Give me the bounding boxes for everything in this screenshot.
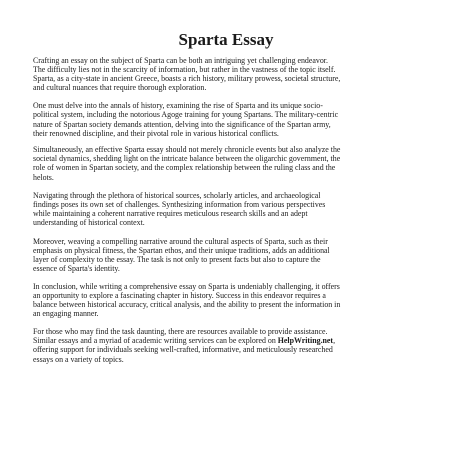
paragraph-society: Simultaneously, an effective Sparta essay should not merely chronicle events but also analyze the societal dynamics, shedding light on the intricate balance between the oligarchic government, the role of women in Spartan society, and the complex relationship between the ruling class and the helots.	[33, 145, 341, 182]
paragraph-closing	[33, 327, 431, 363]
closing-text-after-link: , offering support for individuals seeking well-crafted, informative, and meticulously researched essays on a variety of topics.	[33, 336, 336, 364]
helpwriting-link[interactable]: HelpWriting.net	[277, 336, 334, 346]
page-title: Sparta Essay	[178, 30, 274, 49]
closing-text-before-link: For those who may find the task daunting, there are resources available to provide assistance. Similar essays and a myriad of academic writing services can be explored on	[33, 327, 328, 346]
paragraph-culture: Moreover, weaving a compelling narrative around the cultural aspects of Sparta, such as their emphasis on physical fitness, the Spartan ethos, and their unique traditions, adds an additional layer of complexity to the essay. The task is not only to present facts but also to capture the essence of Sparta's identity.	[33, 236, 330, 273]
paragraph-sources: Navigating through the plethora of historical sources, scholarly articles, and archaeological findings poses its own set of challenges. Synthesizing information from various perspectives while maintaining a coherent narrative requires meticulous research skills and an adept understanding of historical context.	[33, 191, 326, 228]
paragraph-conclusion: In conclusion, while writing a comprehensive essay on Sparta is undeniably challenging, it offers an opportunity to explore a fascinating chapter in history. Success in this endeavor requires a balance between historical accuracy, critical analysis, and the ability to present the information in an engaging manner.	[33, 281, 341, 319]
paragraph-intro: Crafting an essay on the subject of Sparta can be both an intriguing yet challenging endeavor. The difficulty lies not in the scarcity of information, but rather in the vastness of the topic itself. Sparta, as a city-state in ancient Greece, boasts a rich history, military prowess, societal structure, and cultural nuances that require thorough exploration.	[33, 56, 341, 93]
essay-body	[33, 56, 431, 373]
paragraph-history: One must delve into the annals of history, examining the rise of Sparta and its unique socio- political system, including the notorious Agoge training for young Spartans. The military-centric nature of Spartan society demands attention, delving into the significance of the Spartan army, their renowned discipline, and their pivotal role in various historical conflicts.	[33, 101, 339, 138]
